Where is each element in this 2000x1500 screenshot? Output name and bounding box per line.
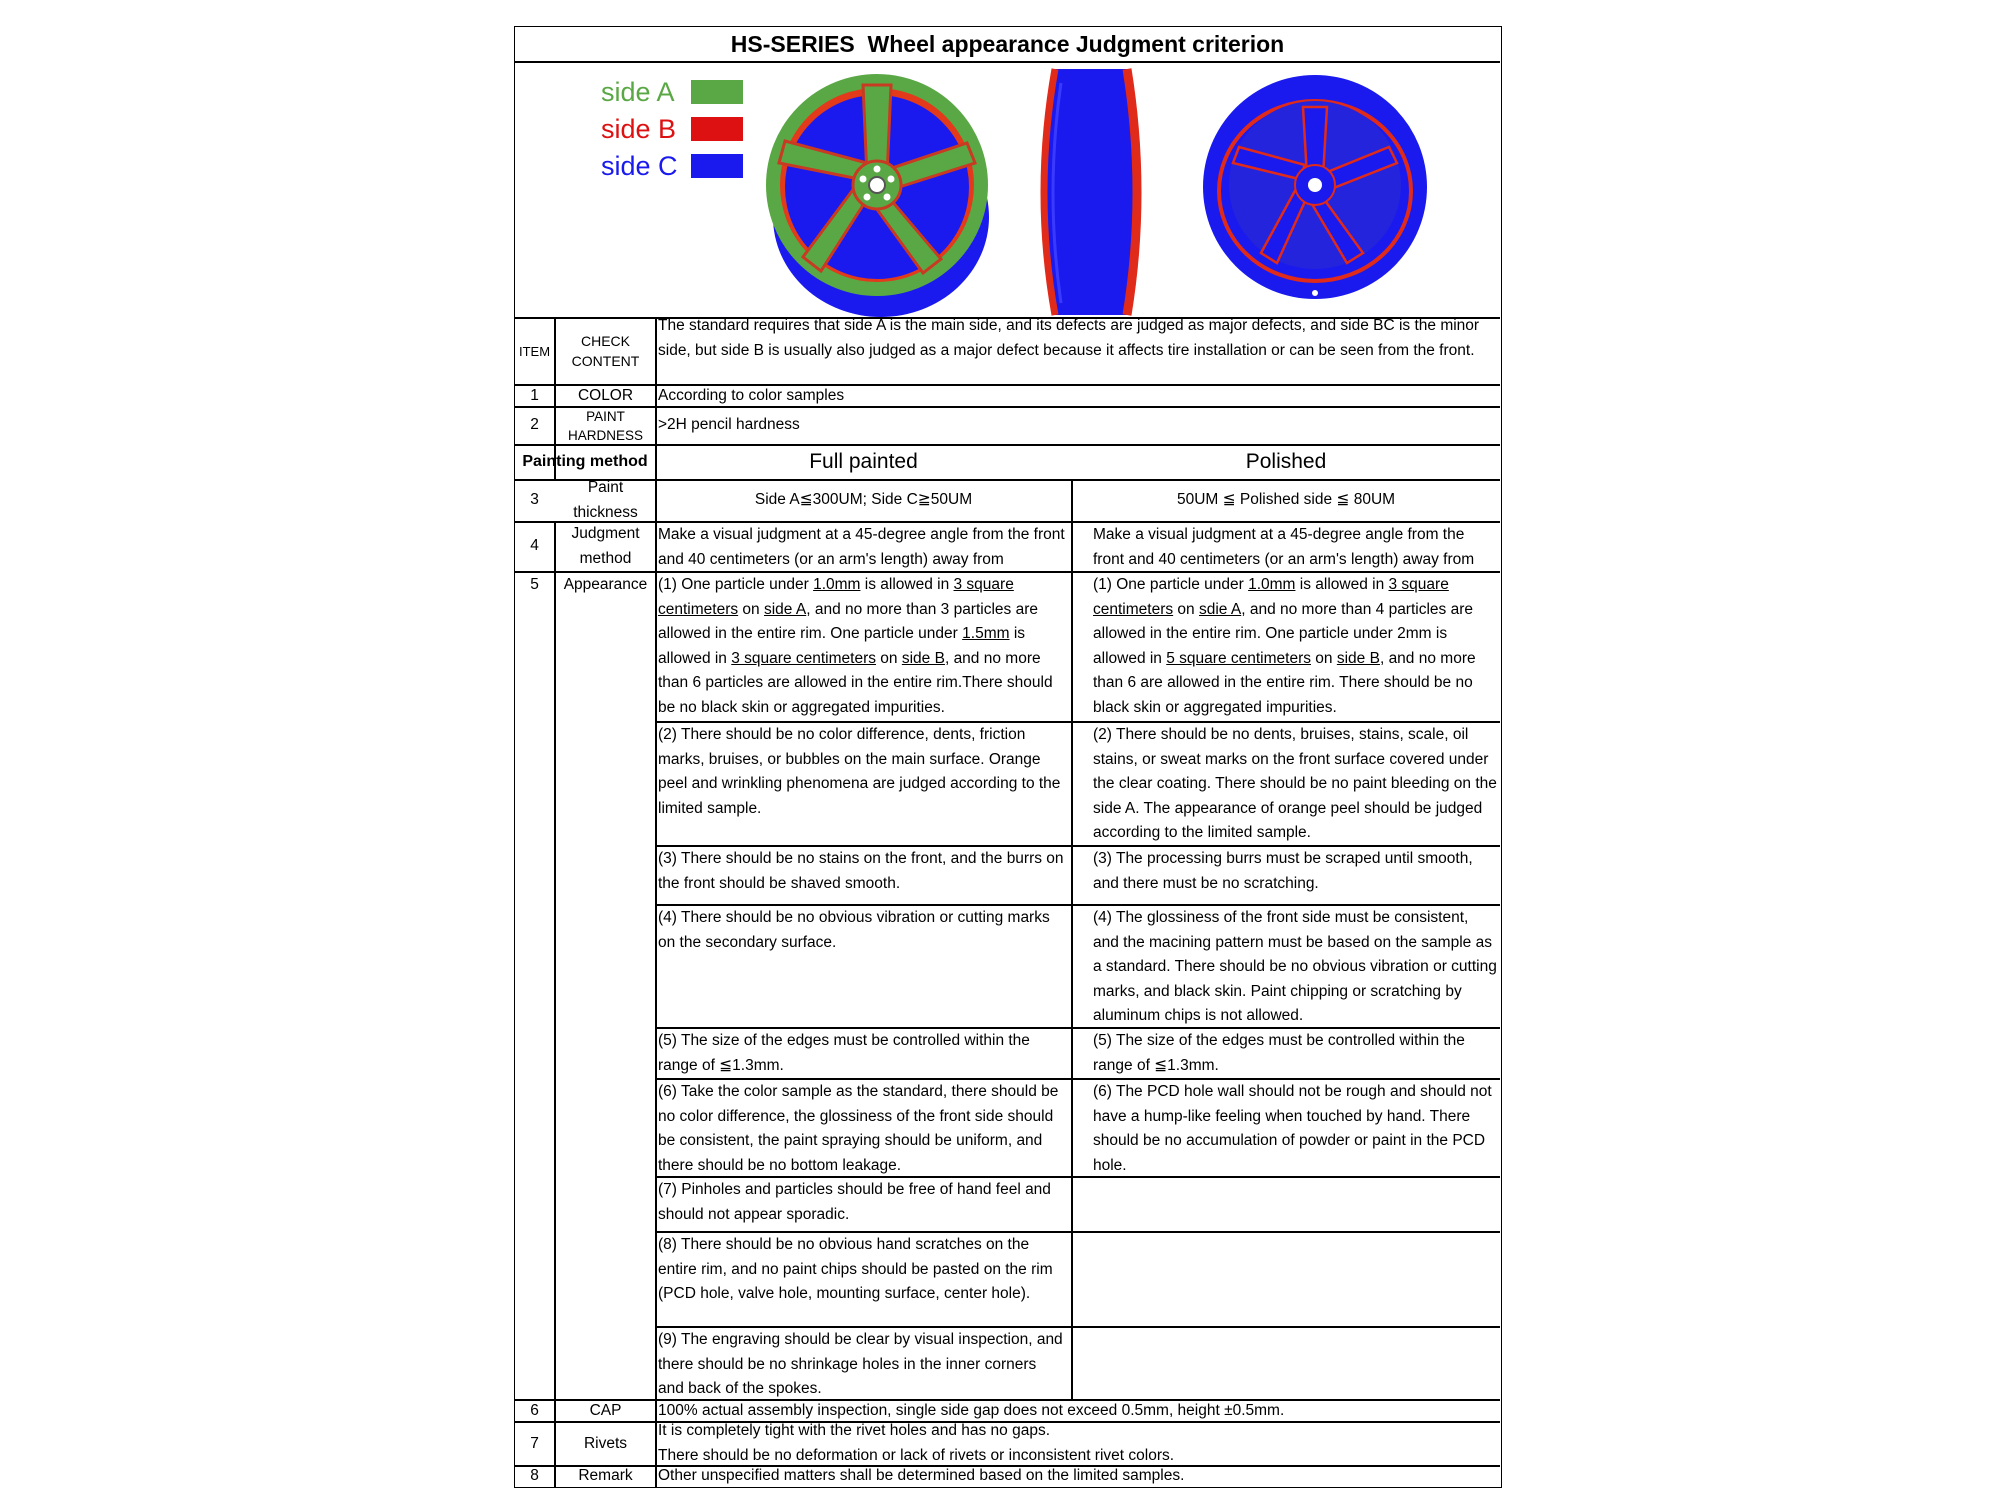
legend-side-a <box>601 76 743 107</box>
polished-appearance-6: (6) The PCD hole wall should not be rough and should not have a hump-like feeling when touched by hand. There should be no accumulation of powder or paint in the PCD hole. <box>1093 1083 1492 1174</box>
row-4-full: Make a visual judgment at a 45-degree angle from the front and 40 centimeters (or an arm's length) away from <box>658 526 1065 568</box>
row-4-number: 4 <box>530 537 539 555</box>
row-7-value <box>658 1419 1496 1468</box>
row-8-value: Other unspecified matters shall be determined based on the limited samples. <box>658 1467 1185 1485</box>
header-check-content: CHECK CONTENT <box>571 333 640 369</box>
full-appearance-7: (7) Pinholes and particles should be free of hand feel and should not appear sporadic. <box>658 1181 1051 1223</box>
row-1-value: According to color samples <box>658 386 845 404</box>
polished-appearance-4: (4) The glossiness of the front side must be consistent, and the macining pattern must be based on the sample as a standard. There should be no obvious vibration or cutting marks, and black skin. Paint chipping or scratching by aluminum chips is not allowed. <box>1093 909 1497 1024</box>
polished-appearance-3: (3) The processing burrs must be scraped until smooth, and there must be no scratching. <box>1093 850 1473 892</box>
row-2-label: PAINT HARDNESS <box>567 408 643 443</box>
legend-swatch-side-a <box>691 80 743 104</box>
polished-appearance-1: (1) One particle under 1.0mm is allowed in 3 square centimeters on sdie A, and no more than 4 particles are allowed in the entire rim. One particle under 2mm is allowed in 5 square centimeters on side B, and no more than 6 are allowed in the entire rim. There should be no black skin or aggregated impurities. <box>1093 576 1476 716</box>
full-appearance-1: (1) One particle under 1.0mm is allowed in 3 square centimeters on side A, and no more than 3 particles are allowed in the entire rim. One particle under 1.5mm is allowed in 3 square centimeters on side B, and no more than 6 particles are allowed in the entire rim.There should be no black skin or aggregated impurities. <box>658 576 1053 716</box>
row-4-label: Judgment method <box>571 525 640 567</box>
row-1-number: 1 <box>530 386 539 404</box>
row-6-value: 100% actual assembly inspection, single side gap does not exceed 0.5mm, height ±0.5mm. <box>658 1401 1285 1419</box>
painting-method-label: Painting method <box>522 453 648 470</box>
row-5-label: Appearance <box>563 576 648 593</box>
row-2-number: 2 <box>530 416 539 434</box>
row-3-full: Side A≦300UM; Side C≧50UM <box>754 491 973 509</box>
wheel-side-illustration <box>1027 63 1147 325</box>
row-3-number: 3 <box>530 491 539 509</box>
row-6-label: CAP <box>589 1401 622 1419</box>
full-appearance-4: (4) There should be no obvious vibration or cutting marks on the secondary surface. <box>658 909 1050 951</box>
full-appearance-9: (9) The engraving should be clear by visual inspection, and there should be no shrinkage holes in the inner corners and back of the spokes. <box>658 1331 1063 1397</box>
row-7-number: 7 <box>530 1434 539 1452</box>
row-6-number: 6 <box>530 1401 539 1419</box>
row-5-number: 5 <box>530 576 539 593</box>
legend-side-b <box>601 113 743 144</box>
page-title: HS-SERIES Wheel appearance Judgment criterion <box>730 30 1285 57</box>
full-painted-header: Full painted <box>809 450 918 473</box>
wheel-back-illustration <box>1201 67 1441 317</box>
full-appearance-5: (5) The size of the edges must be controlled within the range of ≦1.3mm. <box>658 1032 1030 1074</box>
polished-appearance-2: (2) There should be no dents, bruises, stains, scale, oil stains, or sweat marks on the front surface covered under the clear coating. There should be no paint bleeding on the side A. The appearance of orange peel should be judged according to the limited sample. <box>1093 726 1497 841</box>
legend-label-side-a: side A <box>601 76 675 107</box>
row-3-polished: 50UM ≦ Polished side ≦ 80UM <box>1176 491 1396 509</box>
full-appearance-3: (3) There should be no stains on the front, and the burrs on the front should be shaved smooth. <box>658 850 1064 892</box>
legend-swatch-side-c <box>691 154 743 178</box>
row-8-number: 8 <box>530 1467 539 1485</box>
legend-label-side-c: side C <box>601 150 678 181</box>
row-3-label: Paint thickness <box>573 479 638 521</box>
full-appearance-6: (6) Take the color sample as the standard, there should be no color difference, the glossiness of the front side should be consistent, the paint spraying should be uniform, and there should be no bottom leakage. <box>658 1083 1059 1174</box>
header-note: The standard requires that side A is the main side, and its defects are judged as major defects, and side BC is the minor side, but side B is usually also judged as a major defect because it affects tire installation or can be seen from the front. <box>658 317 1480 359</box>
full-appearance-8: (8) There should be no obvious hand scratches on the entire rim, and no paint chips should be pasted on the rim (PCD hole, valve hole, mounting surface, center hole). <box>658 1236 1053 1302</box>
full-appearance-2: (2) There should be no color difference, dents, friction marks, bruises, or bubbles on the main surface. Orange peel and wrinkling phenomena are judged according to the limited sample. <box>658 726 1061 817</box>
row-7-label: Rivets <box>583 1434 628 1452</box>
row-4-polished: Make a visual judgment at a 45-degree angle from the front and 40 centimeters (or an arm's length) away from <box>1093 526 1475 568</box>
legend-label-side-b: side B <box>601 113 677 144</box>
row-8-label: Remark <box>578 1467 633 1485</box>
header-item: ITEM <box>518 343 551 359</box>
criterion-sheet <box>514 26 1502 1488</box>
polished-header: Polished <box>1245 450 1327 473</box>
polished-appearance-5: (5) The size of the edges must be controlled within the range of ≦1.3mm. <box>1093 1032 1465 1074</box>
row-7-line-1: It is completely tight with the rivet holes and has no gaps. <box>658 1422 1051 1439</box>
row-7-line-2: There should be no deformation or lack of rivets or inconsistent rivet colors. <box>658 1446 1175 1464</box>
legend-swatch-side-b <box>691 117 743 141</box>
row-1-label: COLOR <box>577 386 634 404</box>
wheel-front-illustration <box>763 67 1003 327</box>
row-2-value: >2H pencil hardness <box>658 416 800 434</box>
legend-side-c <box>601 150 743 181</box>
